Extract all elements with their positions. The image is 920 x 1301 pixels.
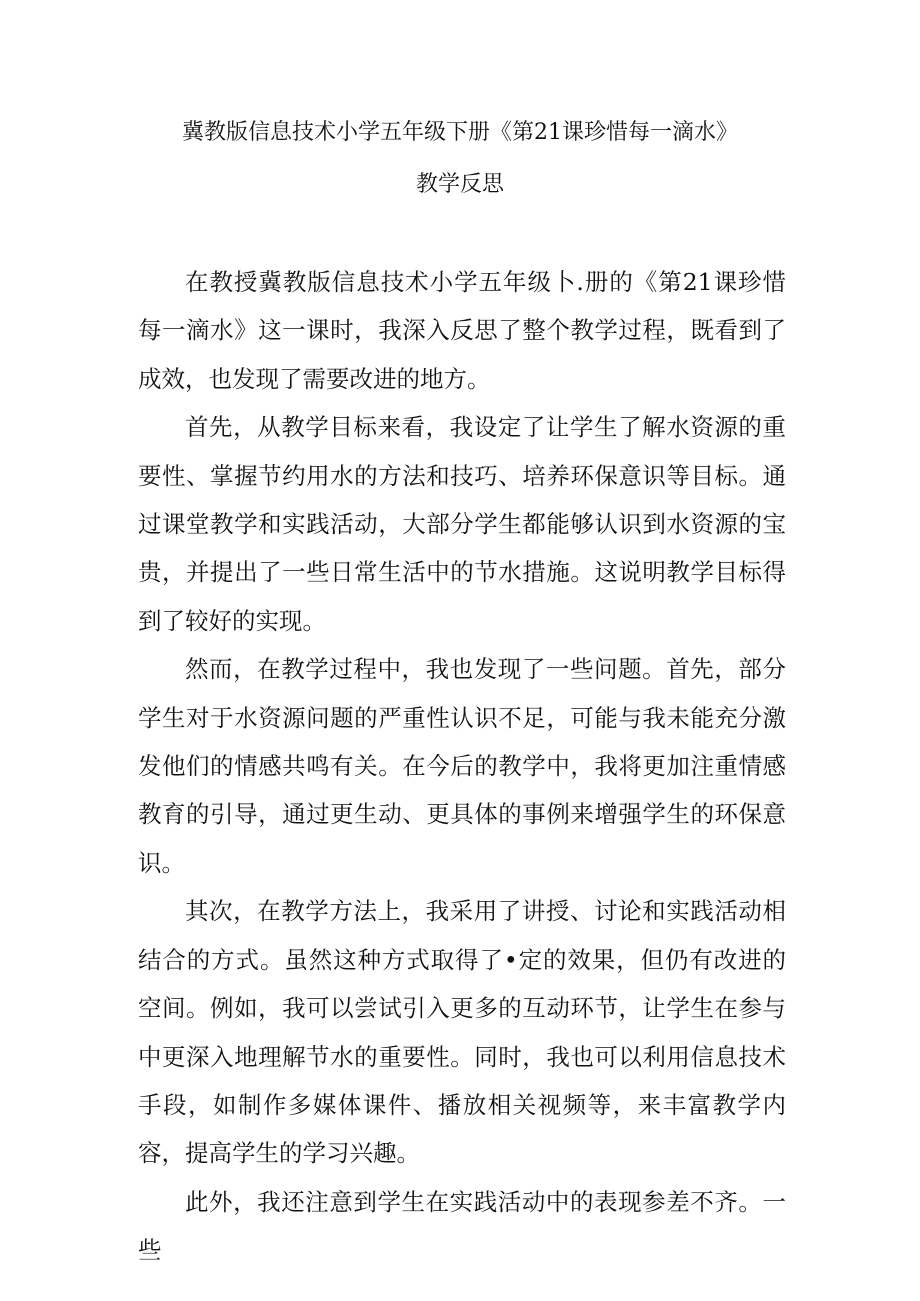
paragraph-problems: 然而，在教学过程中，我也发现了一些问题。首先，部分学生对于水资源问题的严重性认识不足，可能与我未能充分激发他们的情感共鸣有关。在今后的教学中，我将更加注重情感教育的引导，通过更生动、更具体的事例来增强学生的环保意识。	[138, 655, 786, 877]
document-subtitle: 教学反思	[415, 172, 504, 197]
paragraph-goals: 首先，从教学目标来看，我设定了让学生了解水资源的重要性、掌握节约用水的方法和技巧、培养环保意识等目标。通过课堂教学和实践活动，大部分学生都能够认识到水资源的宝贵，并提出了一些日常生活中的节水措施。这说明教学目标得到了较好的实现。	[138, 413, 786, 635]
paragraph-intro: 在教授冀教版信息技术小学五年级卜.册的《第21课珍惜每一滴水》这一课时，我深入反思了整个教学过程，既看到了成效，也发现了需要改进的地方。	[138, 268, 786, 393]
paragraph-practice: 此外，我还注意到学生在实践活动中的表现参差不齐。一些	[138, 1187, 786, 1265]
document-body	[138, 258, 786, 1275]
paragraph-methods: 其次，在教学方法上，我采用了讲授、讨论和实践活动相结合的方式。虽然这种方式取得了•定的效果，但仍有改进的空间。例如，我可以尝试引入更多的互动环节，让学生在参与中更深入地理解节水的重要性。同时，我也可以利用信息技术手段，如制作多媒体课件、播放相关视频等，来丰富教学内容，提高学生的学习兴趣。	[138, 897, 786, 1168]
document-title: 冀教版信息技术小学五年级下册《第21课珍惜每一滴水》	[182, 120, 738, 145]
